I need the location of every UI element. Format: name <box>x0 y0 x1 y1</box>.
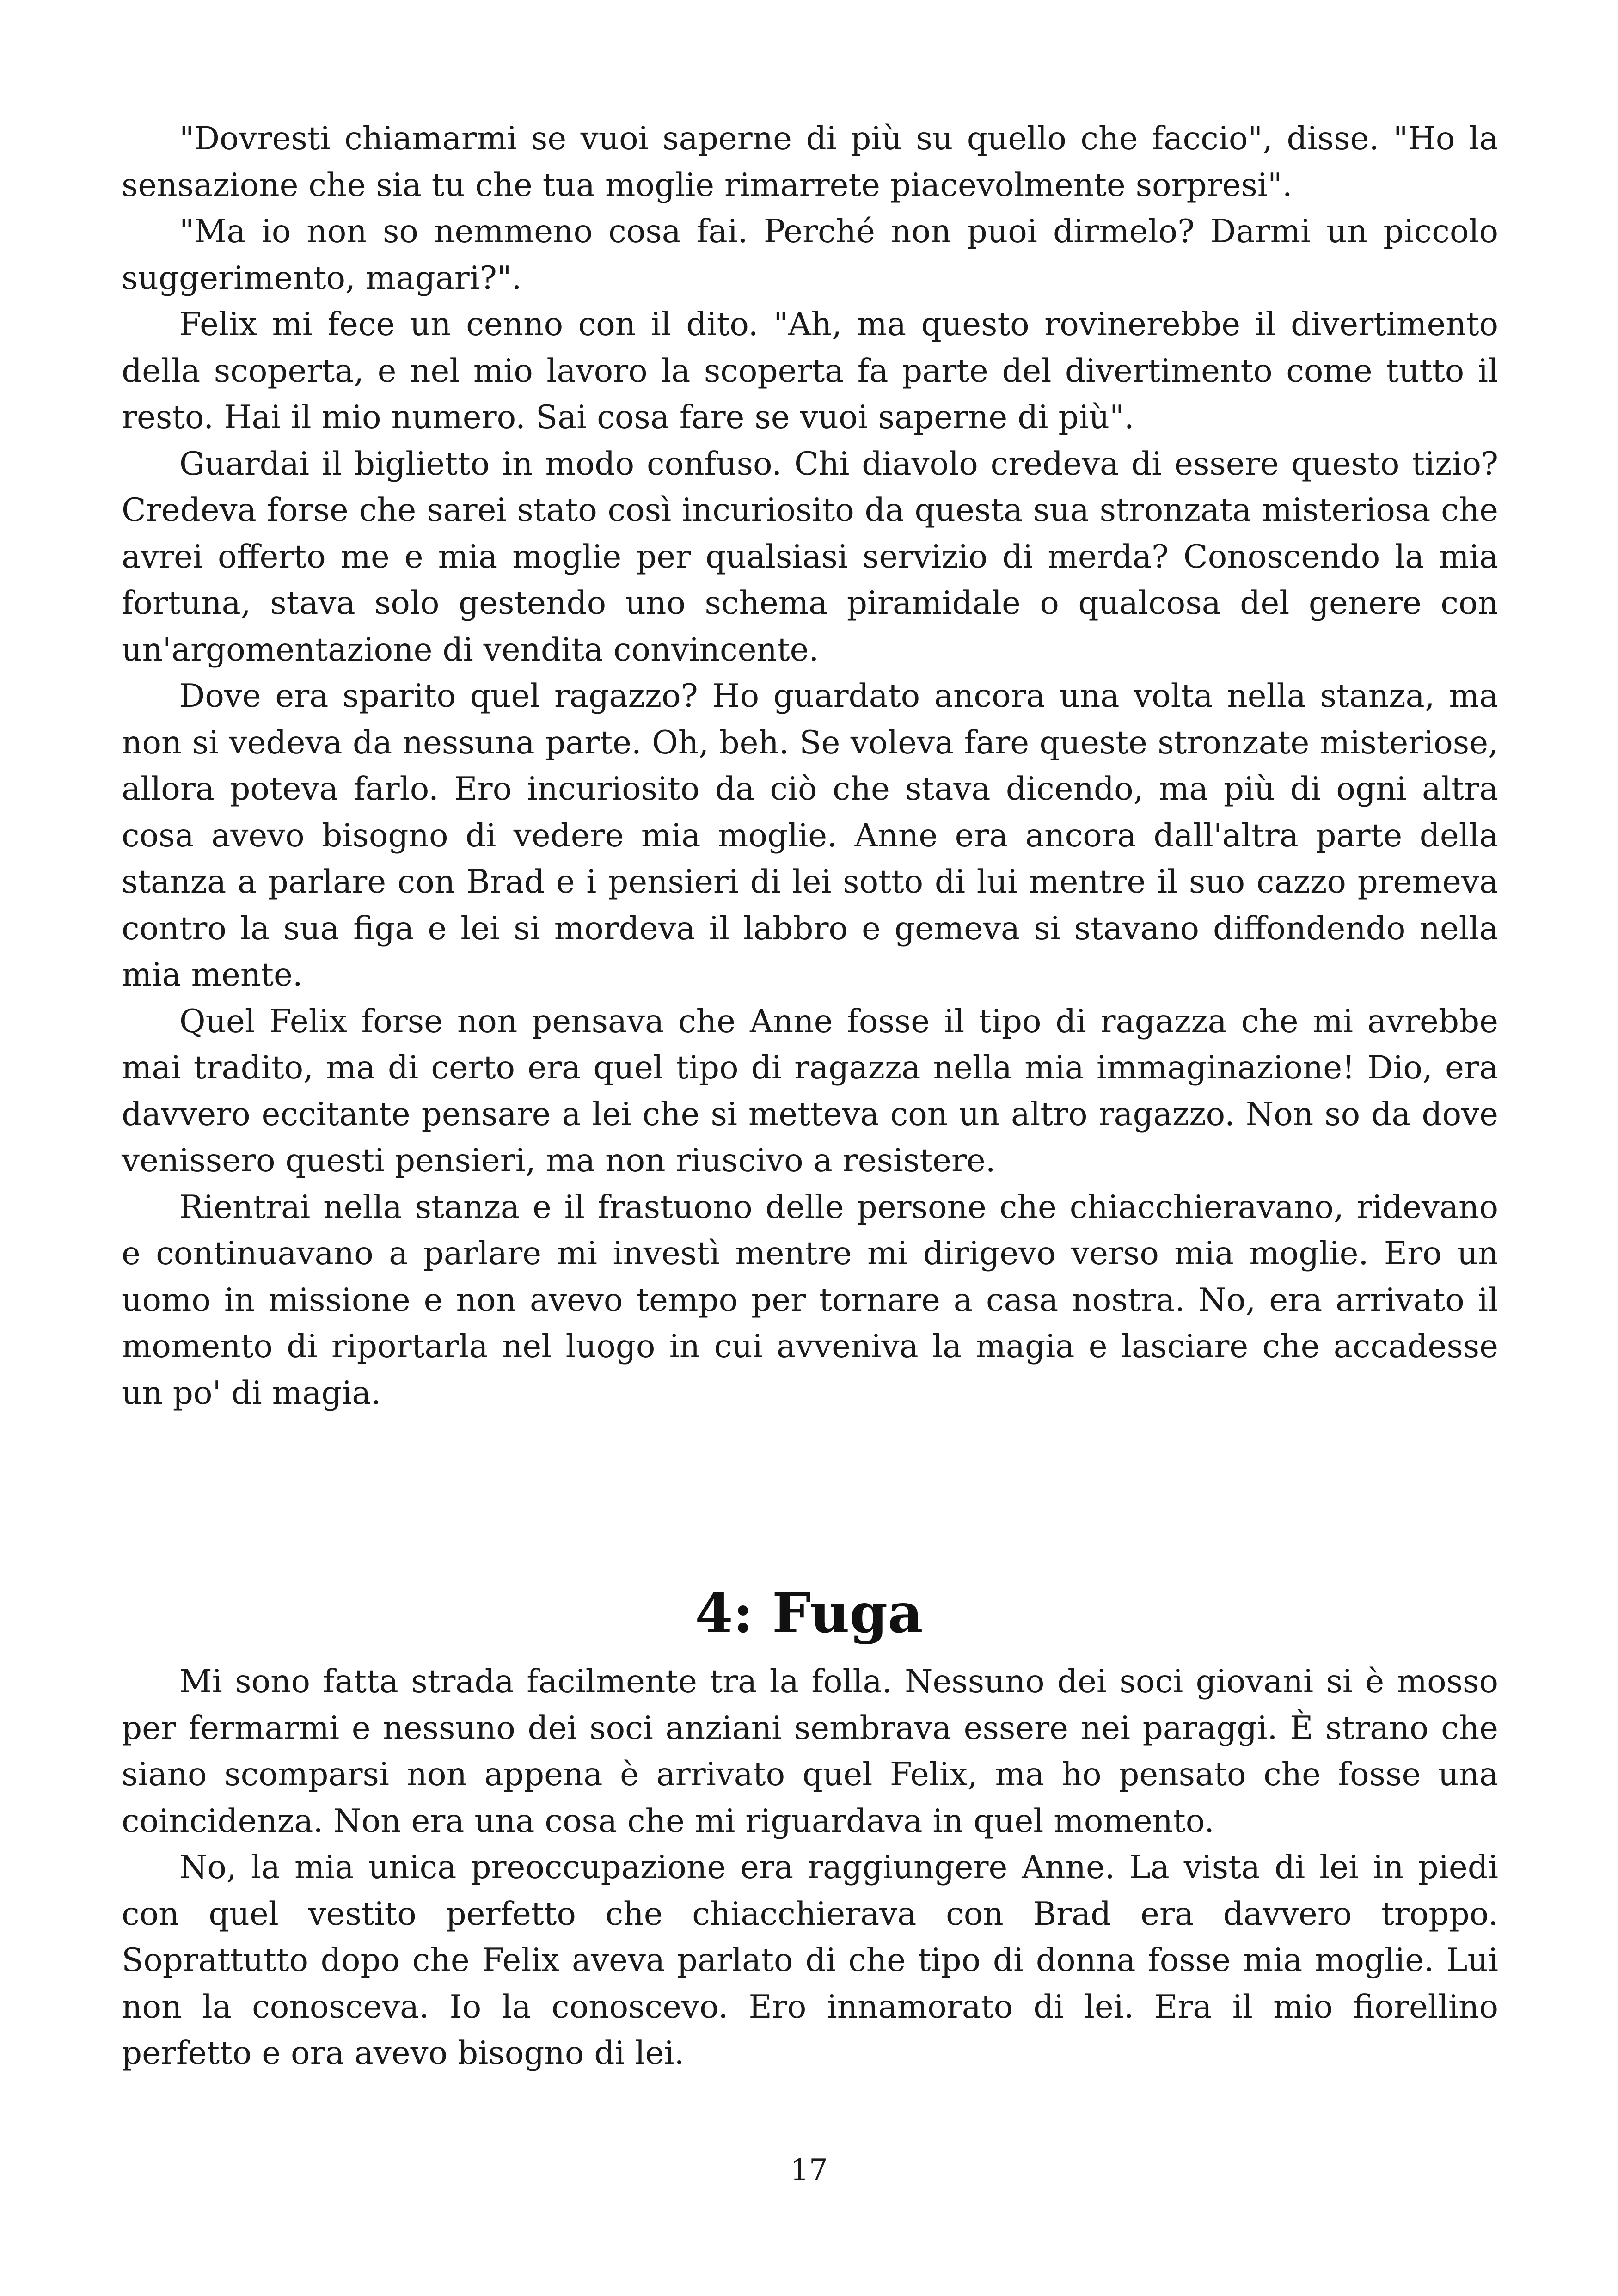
paragraph: No, la mia unica preoccupazione era raggiungere Anne. La vista di lei in piedi con quel vestito perfetto che chiacchierava con Brad era davvero troppo. Soprattutto dopo che Felix aveva parlato di che tipo di donna fosse mia moglie. Lui non la conosceva. Io la conoscevo. Ero innamorato di lei. Era il mio fiorellino perfetto e ora avevo bisogno di lei. <box>122 1849 1498 2072</box>
paragraph: Felix mi fece un cenno con il dito. "Ah, ma questo rovinerebbe il divertimento della scoperta, e nel mio lavoro la scoperta fa parte del divertimento come tutto il resto. Hai il mio numero. Sai cosa fare se vuoi saperne di più". <box>122 306 1498 436</box>
paragraph: Dove era sparito quel ragazzo? Ho guardato ancora una volta nella stanza, ma non si vedeva da nessuna parte. Oh, beh. Se voleva fare queste stronzate misteriose, allora poteva farlo. Ero incuriosito da ciò che stava dicendo, ma più di ogni altra cosa avevo bisogno di vedere mia moglie. Anne era ancora dall'altra parte della stanza a parlare con Brad e i pensieri di lei sotto di lui mentre il suo cazzo premeva contro la sua figa e lei si mordeva il labbro e gemeva si stavano diffondendo nella mia mente. <box>122 678 1498 993</box>
paragraph: Rientrai nella stanza e il frastuono delle persone che chiacchieravano, ridevano e continuavano a parlare mi investì mentre mi dirigevo verso mia moglie. Ero un uomo in missione e non avevo tempo per tornare a casa nostra. No, era arrivato il momento di riportarla nel luogo in cui avveniva la magia e lasciare che accadesse un po' di magia. <box>122 1188 1498 1412</box>
page-number: 17 <box>790 2153 828 2187</box>
paragraph: Guardai il biglietto in modo confuso. Chi diavolo credeva di essere questo tizio? Credeva forse che sarei stato così incuriosito da questa sua stronzata misteriosa che avrei offerto me e mia moglie per qualsiasi servizio di merda? Conoscendo la mia fortuna, stava solo gestendo uno schema piramidale o qualcosa del genere con un'argomentazione di vendita convincente. <box>122 445 1498 668</box>
paragraph: Mi sono fatta strada facilmente tra la folla. Nessuno dei soci giovani si è mosso per fermarmi e nessuno dei soci anziani sembrava essere nei paraggi. È strano che siano scomparsi non appena è arrivato quel Felix, ma ho pensato che fosse una coincidenza. Non era una cosa che mi riguardava in quel momento. <box>122 1663 1498 1840</box>
paragraph: Quel Felix forse non pensava che Anne fosse il tipo di ragazza che mi avrebbe mai tradito, ma di certo era quel tipo di ragazza nella mia immaginazione! Dio, era davvero eccitante pensare a lei che si metteva con un altro ragazzo. Non so da dove venissero questi pensieri, ma non riuscivo a resistere. <box>122 1003 1498 1179</box>
body-text-section-two <box>122 1659 1498 2077</box>
body-text-section-one <box>122 116 1498 1416</box>
paragraph: "Ma io non so nemmeno cosa fai. Perché non puoi dirmelo? Darmi un piccolo suggerimento, magari?". <box>122 213 1498 297</box>
paragraph: "Dovresti chiamarmi se vuoi saperne di più su quello che faccio", disse. "Ho la sensazione che sia tu che tua moglie rimarrete piacevolmente sorpresi". <box>122 120 1498 204</box>
chapter-title: 4: Fuga <box>695 1581 923 1645</box>
